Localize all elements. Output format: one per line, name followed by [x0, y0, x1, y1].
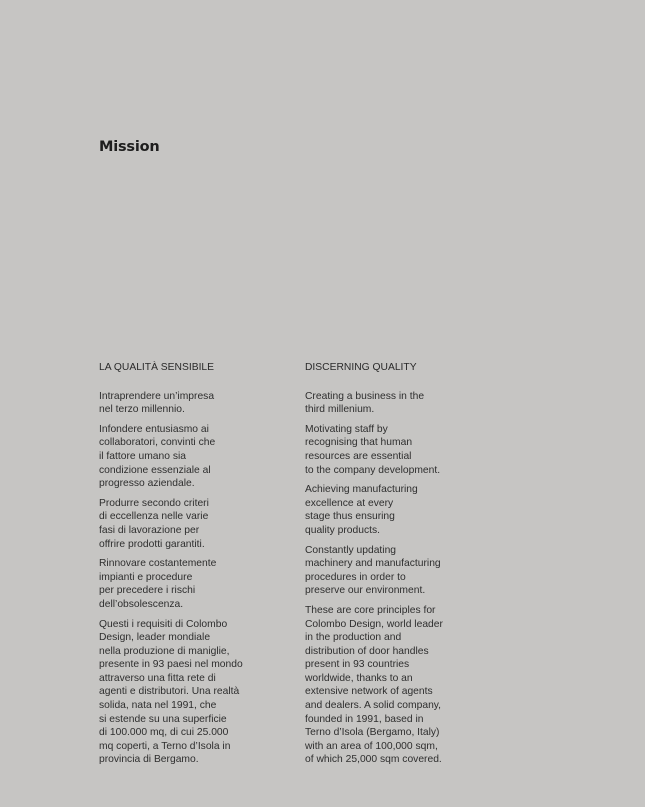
italian-heading: LA QUALITÀ SENSIBILE — [99, 362, 215, 373]
italian-paragraph-5: Questi i requisiti di Colombo Design, leader mondiale nella produzione di maniglie, presente in 93 paesi nel mondo attraverso una fitta rete di agenti e distributori. Una realtà solida, nata nel 1991, che si estende su una superficie di 100.000 mq, di cui 25.000 mq coperti, a Terno d’Isola in provincia di Bergamo. — [99, 618, 243, 766]
italian-column — [99, 361, 279, 773]
italian-paragraph-2: Infondere entusiasmo ai collaboratori, convinti che il fattore umano sia condizione essenziale al progresso aziendale. — [99, 423, 216, 490]
english-paragraph-5: These are core principles for Colombo Design, world leader in the production and distribution of door handles present in 93 countries worldwide, thanks to an extensive network of agents and dealers. A solid company, founded in 1991, based in Terno d’Isola (Bergamo, Italy) with an area of 100,000 sqm, of which 25,000 sqm covered. — [305, 604, 443, 766]
english-paragraph-4: Constantly updating machinery and manufacturing procedures in order to preserve our environment. — [305, 544, 441, 597]
page-title: Mission — [99, 139, 160, 155]
italian-paragraph-4: Rinnovare costantemente impianti e procedure per precedere i rischi dell’obsolescenza. — [99, 558, 217, 610]
english-paragraph-3: Achieving manufacturing excellence at every stage thus ensuring quality products. — [305, 484, 418, 536]
english-paragraph-2: Motivating staff by recognising that human resources are essential to the company development. — [305, 423, 441, 476]
english-paragraph-1: Creating a business in the third millenium. — [305, 390, 425, 416]
italian-paragraph-3: Produrre secondo criteri di eccellenza nelle varie fasi di lavorazione per offrire prodotti garantiti. — [99, 497, 209, 550]
english-column — [305, 361, 485, 773]
italian-paragraph-1: Intraprendere un’impresa nel terzo millennio. — [99, 390, 215, 416]
english-heading: DISCERNING QUALITY — [305, 362, 417, 373]
